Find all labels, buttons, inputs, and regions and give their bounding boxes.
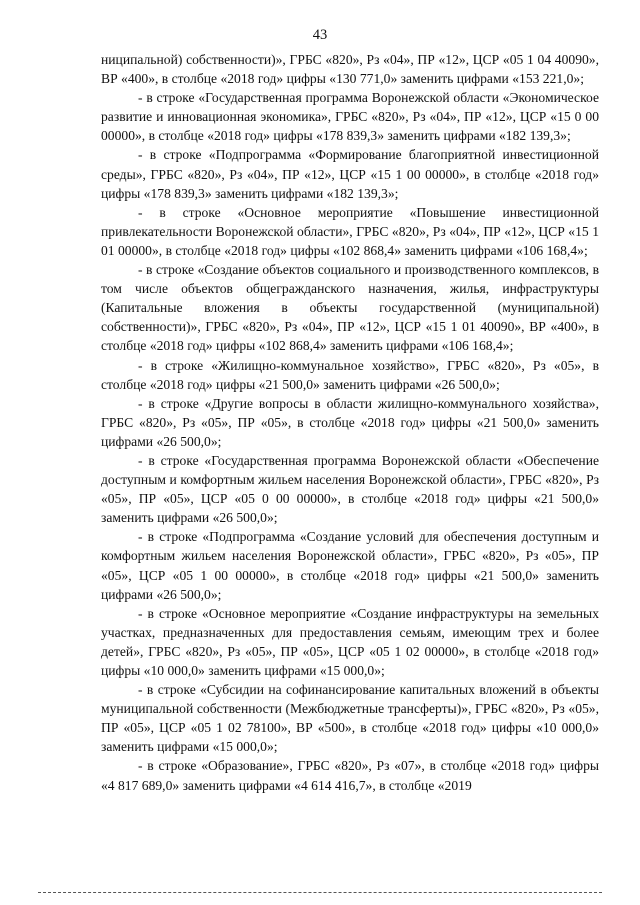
paragraph-10: - в строке «Основное мероприятие «Создание инфраструктуры на земельных участках, предназначенных для предоставления семьям, имеющим трех и более детей», ГРБС «820», Рз «05», ПР «05», ЦСР «05 1 02 00000», в столбце «2018 год» цифры «10 000,0» заменить цифрами «15 000,0»; [101,605,599,678]
paragraph-11: - в строке «Субсидии на софинансирование капитальных вложений в объекты муниципальной собственности (Межбюджетные трансферты)», ГРБС «820», Рз «05», ПР «05», ЦСР «05 1 02 78100», ВР «500», в столбце «2018 год» цифры «10 000,0» заменить цифрами «15 000,0»; [101,682,599,755]
paragraph-3: - в строке «Подпрограмма «Формирование благоприятной инвестиционной среды», ГРБС «820», Рз «04», ПР «12», ЦСР «15 1 00 00000», в столбце «2018 год» цифры «178 839,3» заменить цифрами «182 139,3»; [101,147,599,201]
document-body [101,50,599,795]
paragraph-9: - в строке «Подпрограмма «Создание условий для обеспечения доступным и комфортным жильем населения Воронежской области», ГРБС «820», Рз «05», ПР «05», ЦСР «05 1 00 00000», в столбце «2018 год» цифры «21 500,0» заменить цифрами «26 500,0»; [101,529,599,602]
paragraph-7: - в строке «Другие вопросы в области жилищно-коммунального хозяйства», ГРБС «820», Рз «05», ПР «05», в столбце «2018 год» цифры «21 500,0» заменить цифрами «26 500,0»; [101,395,599,449]
paragraph-6: - в строке «Жилищно-коммунальное хозяйство», ГРБС «820», Рз «05», в столбце «2018 год» цифры «21 500,0» заменить цифрами «26 500,0»; [101,357,599,392]
paragraph-5: - в строке «Создание объектов социального и производственного комплексов, в том числе объектов общегражданского назначения, жилья, инфраструктуры (Капитальные вложения в объекты государственной (муниципальной) собственности)», ГРБС «820», Рз «04», ПР «12», ЦСР «15 1 01 40090», ВР «400», в столбце «2018 год» цифры «102 868,4» заменить цифрами «106 168,4»; [101,262,599,354]
paragraph-12: - в строке «Образование», ГРБС «820», Рз «07», в столбце «2018 год» цифры «4 817 689,0» заменить цифрами «4 614 416,7», в столбце «2019 [101,758,599,793]
footer-divider [38,892,602,893]
paragraph-1: ниципальной) собственности)», ГРБС «820», Рз «04», ПР «12», ЦСР «05 1 04 40090», ВР «400», в столбце «2018 год» цифры «130 771,0» заменить цифрами «153 221,0»; [101,52,599,87]
paragraph-2: - в строке «Государственная программа Воронежской области «Экономическое развитие и инновационная экономика», ГРБС «820», Рз «04», ПР «12», ЦСР «15 0 00 00000», в столбце «2018 год» цифры «178 839,3» заменить цифрами «182 139,3»; [101,90,599,144]
paragraph-8: - в строке «Государственная программа Воронежской области «Обеспечение доступным и комфортным жильем населения Воронежской области», ГРБС «820», Рз «05», ПР «05», ЦСР «05 0 00 00000», в столбце «2018 год» цифры «21 500,0» заменить цифрами «26 500,0»; [101,452,599,526]
page-number: 43 [312,27,328,43]
paragraph-4: - в строке «Основное мероприятие «Повышение инвестиционной привлекательности Воронежской области», ГРБС «820», Рз «04», ПР «12», ЦСР «15 1 01 00000», в столбце «2018 год» цифры «102 868,4» заменить цифрами «106 168,4»; [101,204,599,258]
